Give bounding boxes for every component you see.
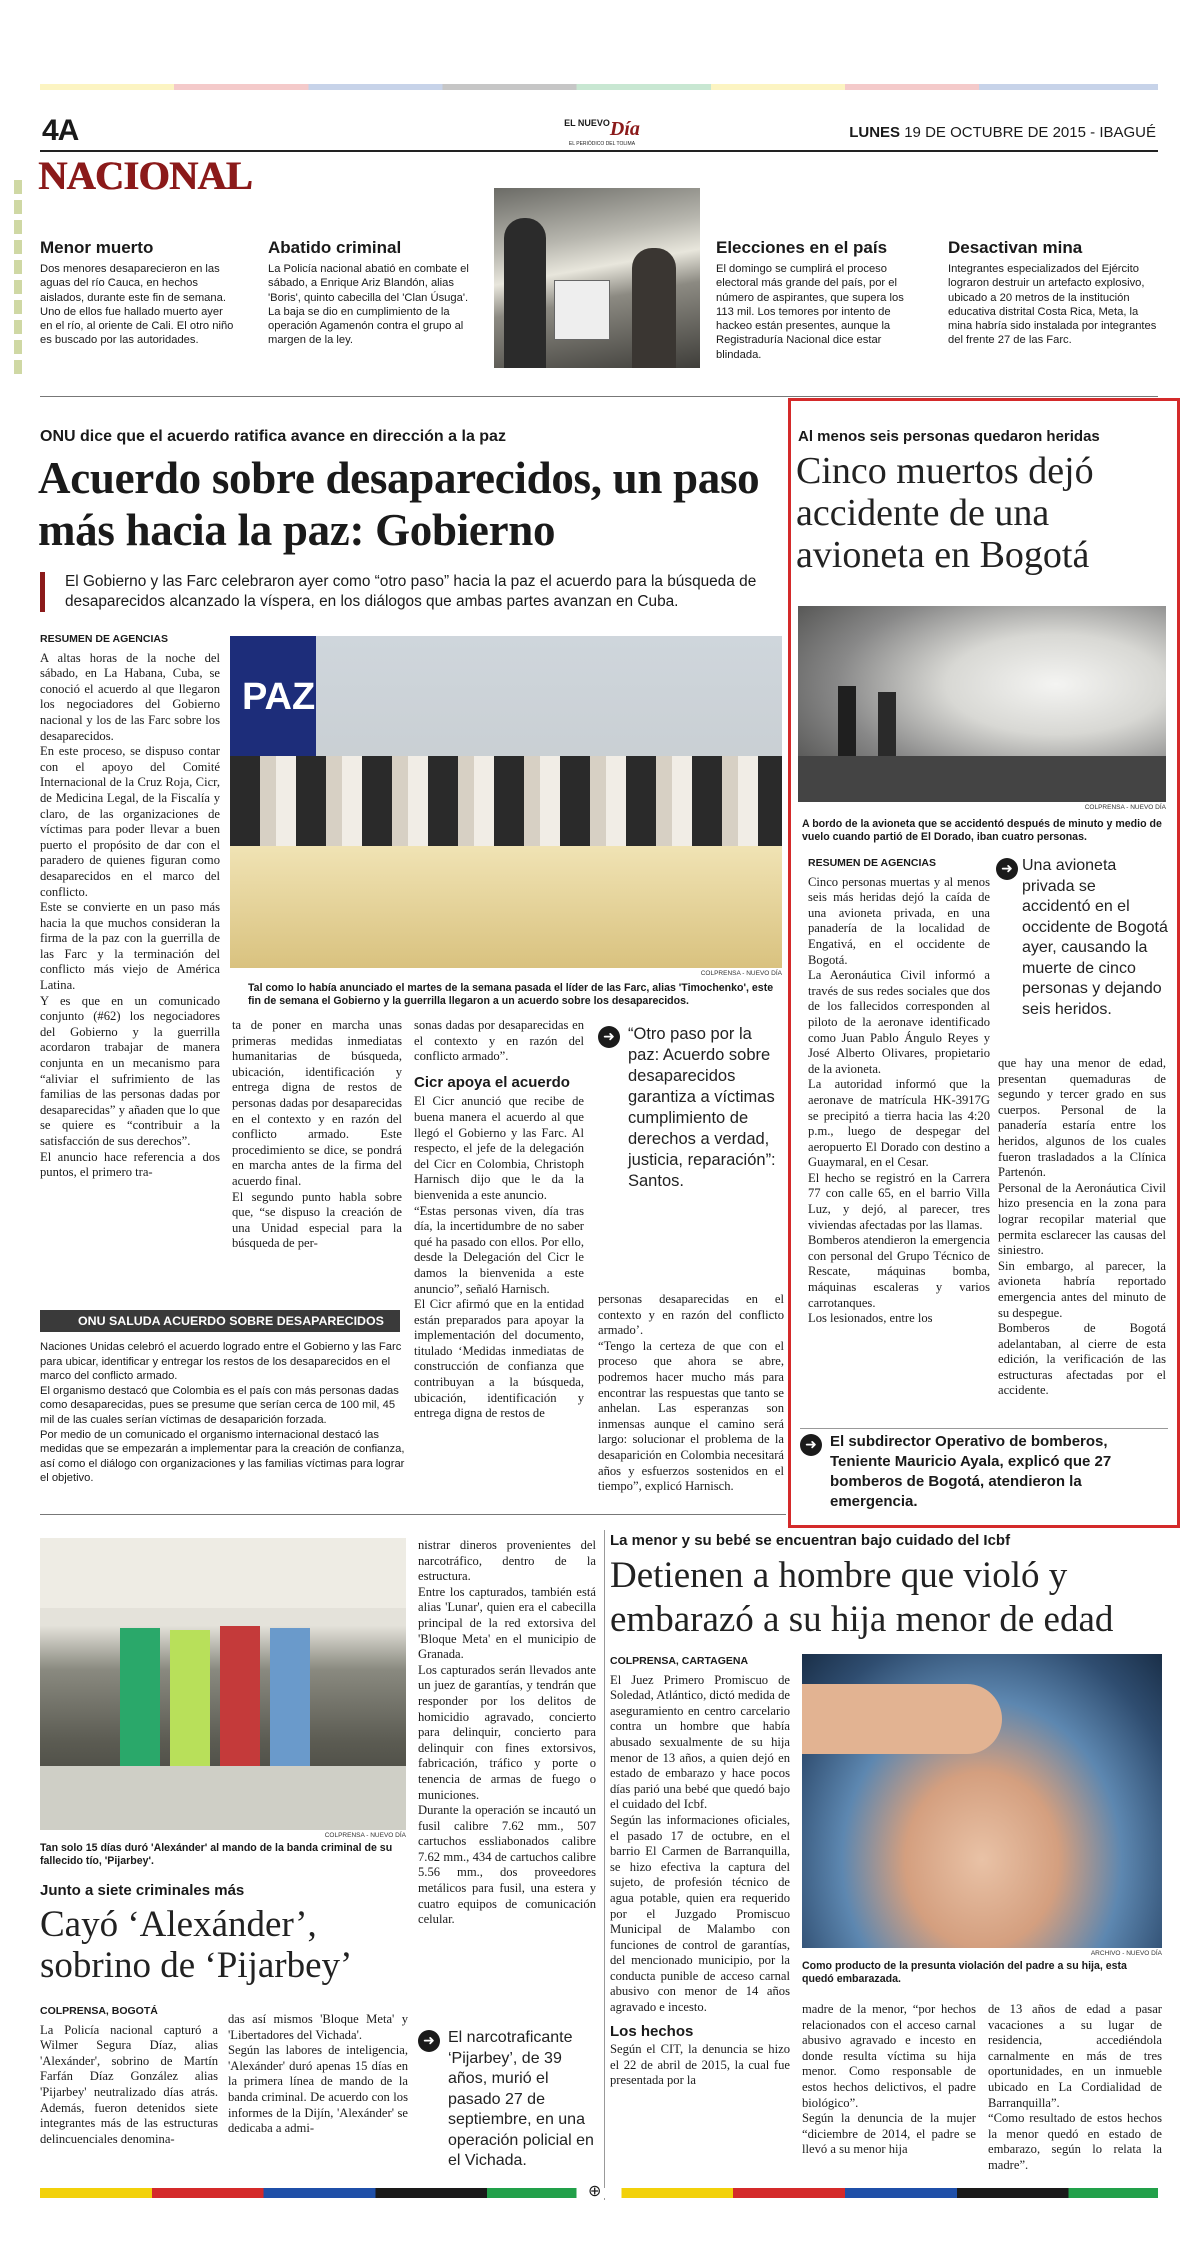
avioneta-col1-text: Cinco personas muertas y al menos seis más heridas dejó la caída de una avioneta privada, en una panadería de la localidad de Engativá, en el occidente de Bogotá. La Aeronáutica Civil informó a través de sus redes sociales que dos de los fallecidos corresponden al piloto de la aeronave identificado como Juan Pablo Ángulo Reyes y José Alberto Olivares, propietario de la avioneta. La autoridad informó que la aeronave de matrícula HK-3917G se precipitó a tierra hacia las 4:20 p.m., luego de despegar del aeropuerto El Dorado con destino a Guaymaral, en el Cesar. El hecho se registró en la Carrera 77 con calle 65, en el barrio Villa Luz, y dejó, al parecer, tres viviendas afectadas por las llamas. Bomberos atendieron la emergencia con personal del Grupo Técnico de Rescate, máquinas bomba, máquinas escaleras y varios carrotanques. Los lesionados, entre los (808, 874, 990, 1326)
brief-title: Abatido criminal (268, 238, 402, 257)
brief-desactivan-mina (948, 238, 1162, 348)
paz-banner: PAZ (230, 636, 316, 826)
brief-menor-muerto (40, 238, 236, 348)
column-rule (604, 1530, 605, 2200)
left-margin-marks (14, 180, 22, 380)
icbf-caption: Como producto de la presunta violación del padre a su hija, esta quedó embarazada. (802, 1960, 1127, 1985)
icbf-byline: COLPRENSA, CARTAGENA (610, 1655, 749, 1667)
alexander-quote (418, 2030, 594, 2172)
avioneta-photo-credit: COLPRENSA - NUEVO DÍA (1084, 804, 1166, 811)
main-col1 (40, 632, 220, 1181)
main-quote-text: “Otro paso por la paz: Acuerdo sobre desaparecidos garantiza a víctimas cumplimiento de derechos a verdad, justicia, reparación”: Santos. (628, 1025, 776, 1190)
avioneta-col2: que hay una menor de edad, presentan quemaduras de segundo y tercer grado en sus cuerpos. Personal de la panadería estaría entre los heridos, algunos de los cuales fueron trasladados a la Clínica Partenón. Personal de la Aeronáutica Civil hizo presencia en la zona para lograr recopilar material que permita esclarecer las causas del siniestro. Sin embargo, al parecer, la avioneta habría reportado emergencia antes del minuto de su despegue. Bomberos de Bogotá adelantaban, al cierre de esta edición, la verificación de las estructuras afectadas por el accidente. (998, 1056, 1166, 1398)
main-col3a-text: sonas dadas por desaparecidas en el contexto y en razón del conflicto armado”. (414, 1018, 584, 1064)
alexander-byline: COLPRENSA, BOGOTÁ (40, 2005, 158, 2017)
registration-mark-icon: ⊕ (588, 2183, 602, 2200)
icbf-subhead: Los hechos (610, 2022, 694, 2040)
icbf-col1-text: El Juez Primero Promiscuo de Soledad, Atlántico, dictó medida de aseguramiento en centro carcelario contra un hombre que había abusado sexualmente de su hija menor de 13 años, a quien dejó en estado de embarazo y hace pocos días parió una bebé que quedó bajo el cuidado del Icbf. Según las informaciones oficiales, el pasado 17 de octubre, en el barrio El Carmen de Barranquilla, se hizo efectiva la captura del sujeto, de profesión técnico de agua potable, quien era requerido por el Juzgado Promiscuo Municipal de Malambo con funciones de control de garantías, del mencionado municipio, por la conducta punible de acceso carnal abusivo con menor de 14 años agravado e incesto. (610, 1672, 790, 2015)
brief-elecciones (716, 238, 924, 362)
newspaper-logo (542, 118, 662, 146)
head-table (230, 846, 782, 968)
alexander-photo (40, 1538, 406, 1830)
top-color-bar (40, 84, 1158, 90)
debris (798, 756, 1166, 802)
arrow-right-circle-icon: ➜ (418, 2030, 440, 2052)
briefs-divider (40, 396, 1158, 397)
avioneta-byline: RESUMEN DE AGENCIAS (808, 857, 936, 869)
alexander-kicker: Junto a siete criminales más (40, 1882, 245, 1899)
avioneta-kicker: Al menos seis personas quedaron heridas (798, 428, 1100, 445)
avioneta-quote-text: Una avioneta privada se accidentó en el occidente de Bogotá ayer, causando la muerte de cinco personas y dejando seis heridos. (1022, 857, 1168, 1018)
ballot-box (554, 280, 610, 340)
person-silhouette (504, 218, 546, 368)
main-subhead: Cicr apoya el acuerdo (414, 1073, 570, 1091)
alexander-col1-text: La Policía nacional capturó a Wilmer Segura Díaz, alias 'Alexánder', sobrino de Martín Farfán Díaz González alias 'Pijarbey' neutralizado días atrás. Además, fueron detenidos siete integrantes más de las estructuras delincuenciales denomina- (40, 2022, 218, 2146)
main-col1-text: A altas horas de la noche del sábado, en La Habana, Cuba, se conoció el acuerdo al que llegaron los negociadores del Gobierno nacional y los de las Farc sobre los desaparecidos. En este proceso, se dispuso contar con el apoyo del Comité Internacional de la Cruz Roja, Cicr, de Medicina Legal, de la Fiscalía y claro, de las organizaciones de víctimas para poder llevar a buen puerto el propósito de dar con el paradero de quienes figuran como desaparecidos en el marco del conflicto. Este se convierte en un paso más hacia la que muchos consideran la firma de la paz con la guerrilla de las Farc y la terminación del conflicto más viejo de América Latina. Y es que en un comunicado conjunto (#62) los negociadores del Gobierno y la guerrilla acordaron trabajar de manera conjunta en un mecanismo para “aliviar el sufrimiento de las familias de las personas dadas por desaparecidas” y añaden que lo que se quiere es “contribuir a la satisfacción de sus derechos”. El anuncio hace referencia a dos puntos, el primero tra- (40, 650, 220, 1180)
brief-text: La Policía nacional abatió en combate el sábado, a Enrique Ariz Blandón, alias 'Boris', quinto cabecilla del 'Clan Úsuga'. La baja se dio en cumplimiento de la operación Agamenón contra el grupo al margen de la ley. (268, 263, 469, 347)
arrow-right-circle-icon: ➜ (996, 858, 1018, 880)
alexander-col1 (40, 2004, 218, 2147)
main-col3b-text: El Cicr anunció que recibe de buena manera el acuerdo al que llegó el Gobierno y las Farc. Al respecto, el jefe de la delegación del Cicr en Colombia, Christoph Harnisch dijo que le da la bienvenida a este anuncio. “Estas personas viven, día tras día, la incertidumbre de no saber qué ha pasado con ellos. Por ello, desde la Delegación del Cicr le damos la bienvenida a este anuncio”, señaló Harnisch. El Cicr afirmó que en la entidad están preparados para apoyar la implementación del documento, titulado ‘Medidas inmediatas de construcción de confianza que contribuyan a la búsqueda, ubicación, identificación y entrega digna de restos de (414, 1094, 584, 1421)
alexander-photo-credit: COLPRENSA - NUEVO DÍA (324, 1832, 406, 1839)
onu-header-text: ONU SALUDA ACUERDO SOBRE DESAPARECIDOS (78, 1314, 384, 1328)
brief-text: El domingo se cumplirá el proceso electoral más grande del país, por el número de aspirantes, que supera los 113 mil. Los temores por intento de hackeo están presentes, aunque la Registraduría Nacional dice estar blindada. (716, 263, 904, 361)
elections-photo (494, 188, 700, 368)
brief-title: Elecciones en el país (716, 238, 888, 257)
main-col3 (414, 1018, 584, 1422)
icbf-photo (802, 1654, 1162, 1948)
alexander-col2: das así mismos 'Bloque Meta' y 'Libertadores del Vichada'. Según las labores de inteligencia, 'Alexánder' duró apenas 15 días en la primera línea de mando de la banda criminal. De acuerdo con los informes de la Dijín, 'Alexánder' se dedicaba a admi- (228, 2012, 408, 2136)
brief-title: Menor muerto (40, 238, 154, 257)
main-col4: personas desaparecidas en el contexto y en razón del conflicto armado’. “Tengo la certeza de que con el proceso que ahora se abre, podremos hacer mucho más para encontrar las respuestas que tanto se anhelan. Las esperanzas son inmensas aunque el camino será largo: solucionar el problema de la desaparición en Colombia necesitará años y esfuerzos sostenidos en el tiempo”, explicó Harnisch. (598, 1292, 784, 1494)
main-headline: Acuerdo sobre desaparecidos, un paso más hacia la paz: Gobierno (38, 453, 760, 555)
brief-abatido-criminal (268, 238, 474, 348)
page-number: 4A (42, 114, 79, 147)
icbf-col1b-text: Según el CIT, la denuncia se hizo el 22 de abril de 2015, la cual fue presentada por la (610, 2042, 790, 2088)
onu-header (40, 1310, 400, 1332)
avioneta-col1 (808, 856, 990, 1327)
icbf-headline: Detienen a hombre que violó y embarazó a su hija menor de edad (610, 1555, 1114, 1640)
header-date: LUNES 19 DE OCTUBRE DE 2015 - IBAGUÉ (849, 124, 1156, 141)
avioneta-bottom-rule (800, 1428, 1168, 1429)
brief-title: Desactivan mina (948, 238, 1083, 257)
evidence-table (40, 1766, 406, 1830)
avioneta-photo (798, 606, 1166, 802)
brief-text: Dos menores desaparecieron en las aguas del río Cauca, en hechos aislados, durante este fin de semana. Uno de ellos fue hallado muerto ayer en el río, al oriente de Cali. El otro niño es buscado por las autoridades. (40, 263, 234, 347)
main-lead-text: El Gobierno y las Farc celebraron ayer como “otro paso” hacia la paz el acuerdo para la búsqueda de desaparecidos alcanzado la víspera, en los diálogos que ambas partes avanzan en Cuba. (65, 573, 757, 610)
police-banner (40, 1538, 406, 1608)
header-day: LUNES (849, 124, 901, 141)
main-lead (40, 572, 780, 612)
alexander-caption: Tan solo 15 días duró 'Alexánder' al mando de la banda criminal de su fallecido tío, 'Pijarbey'. (40, 1842, 393, 1867)
header-city: IBAGUÉ (1099, 124, 1156, 141)
avioneta-caption: A bordo de la avioneta que se accidentó después de minuto y medio de vuelo cuando partió de El Dorado, iban cuatro personas. (802, 818, 1162, 843)
icbf-col2: madre de la menor, “por hechos relacionados con el acceso carnal abusivo agravado e incesto en donde resulta víctima su hija menor. Como responsable de estos hechos delictivos, el padre biológico”. Según la denuncia de la mujer “diciembre de 2014, el padre se llevó a su menor hija (802, 2002, 976, 2157)
brief-text: Integrantes especializados del Ejército lograron destruir un artefacto explosivo, ubicado a 20 metros de la institución educativa distrital Costa Rica, Meta, la mina habría sido instalada por integrantes del frente 27 de las Farc. (948, 263, 1157, 347)
main-kicker: ONU dice que el acuerdo ratifica avance en dirección a la paz (40, 428, 506, 445)
avioneta-headline: Cinco muertos dejó accidente de una avioneta en Bogotá (796, 450, 1094, 576)
icbf-photo-credit: ARCHIVO - NUEVO DÍA (1090, 1950, 1162, 1957)
logo-tagline: EL PERIÓDICO DEL TOLIMA (568, 141, 636, 147)
arrow-right-circle-icon: ➜ (800, 1434, 822, 1456)
logo-top: EL NUEVO (564, 118, 610, 128)
main-byline: RESUMEN DE AGENCIAS (40, 633, 168, 645)
icbf-col1 (610, 1654, 790, 2089)
main-quote (598, 1026, 784, 1192)
alexander-col3: nistrar dineros provenientes del narcotráfico, dentro de la estructura. Entre los capturados, también está alias 'Lunar', quien era el cabecilla principal de la red extorsiva del 'Bloque Meta' en el municipio de Granada. Los capturados serán llevados ante un juez de garantías, y tendrán que responder por los delitos de homicidio agravado, concierto para delinquir, concierto para delinquir con fines extorsivos, fabricación, tráfico y porte o tenencia de armas de fuego o municiones. Durante la operación se incautó un fusil calibre 7.62 mm., 507 cartuchos essliabonados calibre 7.62 mm., 434 de cartuchos calibre 5.56 mm., dos proveedores metálicos para fusil, una estera y cuatro equipos de comunicación celular. (418, 1538, 596, 1927)
main-photo (230, 636, 782, 968)
adult-hand (802, 1684, 1002, 1754)
avioneta-bottom-quote (800, 1434, 1168, 1512)
icbf-col3: de 13 años de edad a pasar vacaciones a su lugar de residencia, accediéndola carnalmente en más de tres oportunidades, en un inmueble ubicado en La Cordialidad de Barranquilla”. “Como resultado de estos hechos la menor quedó en estado de embarazo, según lo relata la madre”. (988, 2002, 1162, 2172)
arrow-right-circle-icon: ➜ (598, 1026, 620, 1048)
logo-main: Día (609, 118, 640, 140)
main-photo-caption: Tal como lo había anunciado el martes de la semana pasada el líder de las Farc, alias 'Timochenko', este fin de semana el Gobierno y la guerrilla llegaron a un acuerdo sobre los desaparecidos. (248, 982, 774, 1007)
main-photo-credit: COLPRENSA - NUEVO DÍA (700, 970, 782, 977)
avioneta-bottom-quote-text: El subdirector Operativo de bomberos, Teniente Mauricio Ayala, explicó que 27 bomberos de Bogotá, atendieron la emergencia. (830, 1433, 1112, 1510)
alexander-quote-text: El narcotraficante ‘Pijarbey’, de 39 años, murió el pasado 27 de septiembre, en una operación policial en el Vichada. (448, 2029, 594, 2169)
section-divider (40, 1514, 786, 1515)
delegates-row (230, 756, 782, 846)
main-col2: ta de poner en marcha unas primeras medidas inmediatas humanitarias de búsqueda, ubicación, identificación y entrega digna de restos de personas dadas por desaparecidas en el contexto y en razón del conflicto armado. Este procedimiento se dice, se pondrá en marcha antes de la firma del acuerdo final. El segundo punto habla sobre que, “se dispuso la creación de una Unidad especial para la búsqueda de per- (232, 1018, 402, 1251)
person-silhouette (632, 248, 676, 368)
header-date-text: 19 DE OCTUBRE DE 2015 (904, 124, 1086, 141)
icbf-kicker: La menor y su bebé se encuentran bajo cuidado del Icbf (610, 1532, 1011, 1549)
onu-text: Naciones Unidas celebró el acuerdo logrado entre el Gobierno y las Farc para ubicar, identificar y entregar los restos de los desaparecidos en el marco del conflicto armado. El organismo destacó que Colombia es el país con más personas dadas como desaparecidas, pues se presume que serían cerca de 100 mil, 45 mil de las cuales serían víctimas de desaparición forzada. Por medio de un comunicado el organismo internacional destacó las medidas que se empezarán a implementar para la creación de confianza, así como el diálogo con organizaciones y las familias víctimas para lograr el objetivo. (40, 1341, 405, 1485)
firefighter (878, 692, 896, 756)
firefighter (838, 686, 856, 756)
section-title: NACIONAL (38, 153, 252, 198)
alexander-headline: Cayó ‘Alexánder’, sobrino de ‘Pijarbey’ (40, 1904, 353, 1986)
avioneta-quote (996, 858, 1168, 1020)
